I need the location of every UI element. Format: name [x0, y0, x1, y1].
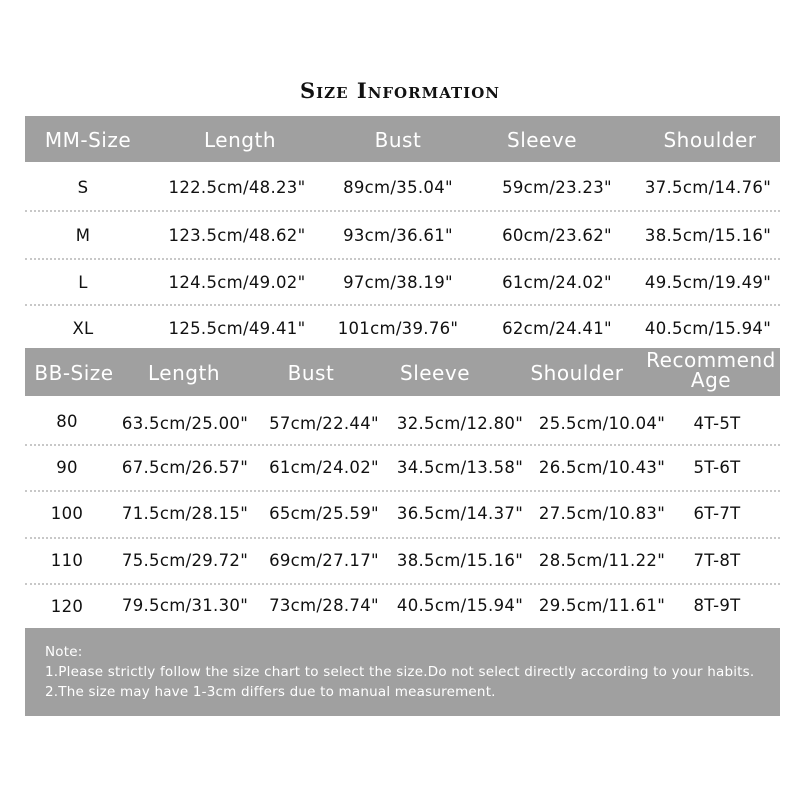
note-line-2: 2.The size may have 1-3cm differs due to manual measurement.	[45, 684, 496, 700]
size-cell: L	[78, 273, 88, 292]
header-sleeve: Sleeve	[506, 128, 578, 152]
bust-cell: 93cm/36.61"	[343, 226, 453, 245]
shoulder-cell: 37.5cm/14.76"	[644, 178, 772, 197]
age-cell: 7T-8T	[693, 551, 741, 570]
header-shoulder: Shoulder	[663, 128, 757, 152]
shoulder-cell: 25.5cm/10.04"	[538, 414, 666, 433]
length-cell: 79.5cm/31.30"	[121, 596, 249, 615]
sleeve-cell: 61cm/24.02"	[502, 273, 612, 292]
bb-size-header-row	[25, 348, 780, 396]
length-cell: 71.5cm/28.15"	[121, 504, 249, 523]
shoulder-cell: 49.5cm/19.49"	[644, 273, 772, 292]
header-length: Length	[204, 128, 276, 152]
note-box	[25, 628, 780, 716]
age-cell: 8T-9T	[693, 596, 741, 615]
bust-cell: 97cm/38.19"	[343, 273, 453, 292]
shoulder-cell: 28.5cm/11.22"	[538, 551, 666, 570]
sleeve-cell: 62cm/24.41"	[502, 319, 612, 338]
length-cell: 125.5cm/49.41"	[168, 319, 306, 338]
size-cell: 80	[56, 412, 78, 431]
length-cell: 75.5cm/29.72"	[121, 551, 249, 570]
header-sleeve: Sleeve	[399, 361, 471, 385]
size-cell: XL	[72, 319, 94, 338]
header-bust: Bust	[287, 361, 335, 385]
shoulder-cell: 26.5cm/10.43"	[538, 458, 666, 477]
sleeve-cell: 32.5cm/12.80"	[396, 414, 524, 433]
size-cell: 110	[50, 551, 84, 570]
bust-cell: 57cm/22.44"	[269, 414, 379, 433]
bust-cell: 89cm/35.04"	[343, 178, 453, 197]
shoulder-cell: 38.5cm/15.16"	[644, 226, 772, 245]
sleeve-cell: 59cm/23.23"	[502, 178, 612, 197]
note-heading: Note:	[45, 644, 83, 660]
size-cell: 120	[50, 597, 84, 616]
header-shoulder: Shoulder	[530, 361, 624, 385]
bust-cell: 65cm/25.59"	[269, 504, 379, 523]
shoulder-cell: 40.5cm/15.94"	[644, 319, 772, 338]
length-cell: 124.5cm/49.02"	[168, 273, 306, 292]
bust-cell: 101cm/39.76"	[337, 319, 459, 338]
size-cell: 90	[56, 458, 78, 477]
table-row	[25, 583, 780, 629]
length-cell: 123.5cm/48.62"	[168, 226, 306, 245]
table-row	[25, 537, 780, 585]
bust-cell: 61cm/24.02"	[269, 458, 379, 477]
size-cell: S	[77, 178, 89, 197]
size-cell: 100	[50, 504, 84, 523]
bust-cell: 73cm/28.74"	[269, 596, 379, 615]
header-recommend-age: Recommend Age	[646, 348, 776, 392]
table-row	[25, 164, 780, 212]
table-row	[25, 444, 780, 492]
length-cell: 63.5cm/25.00"	[121, 414, 249, 433]
shoulder-cell: 29.5cm/11.61"	[538, 596, 666, 615]
table-row	[25, 212, 780, 260]
sleeve-cell: 36.5cm/14.37"	[396, 504, 524, 523]
header-mm-size: MM-Size	[44, 128, 132, 152]
age-cell: 5T-6T	[693, 458, 741, 477]
bust-cell: 69cm/27.17"	[269, 551, 379, 570]
size-cell: M	[75, 226, 91, 245]
age-cell: 6T-7T	[693, 504, 741, 523]
note-line-1: 1.Please strictly follow the size chart to select the size.Do not select directly according to your habits.	[45, 664, 755, 680]
header-bust: Bust	[374, 128, 422, 152]
table-row	[25, 258, 780, 306]
table-row	[25, 398, 780, 446]
table-row	[25, 491, 780, 539]
sleeve-cell: 60cm/23.62"	[502, 226, 612, 245]
header-length: Length	[148, 361, 220, 385]
age-cell: 4T-5T	[693, 414, 741, 433]
length-cell: 122.5cm/48.23"	[168, 178, 306, 197]
table-row	[25, 304, 780, 350]
page-title: Size Information	[300, 78, 500, 103]
header-bb-size: BB-Size	[34, 361, 114, 385]
sleeve-cell: 38.5cm/15.16"	[396, 551, 524, 570]
mm-size-header-row	[25, 116, 780, 162]
sleeve-cell: 34.5cm/13.58"	[396, 458, 524, 477]
shoulder-cell: 27.5cm/10.83"	[538, 504, 666, 523]
length-cell: 67.5cm/26.57"	[121, 458, 249, 477]
sleeve-cell: 40.5cm/15.94"	[396, 596, 524, 615]
